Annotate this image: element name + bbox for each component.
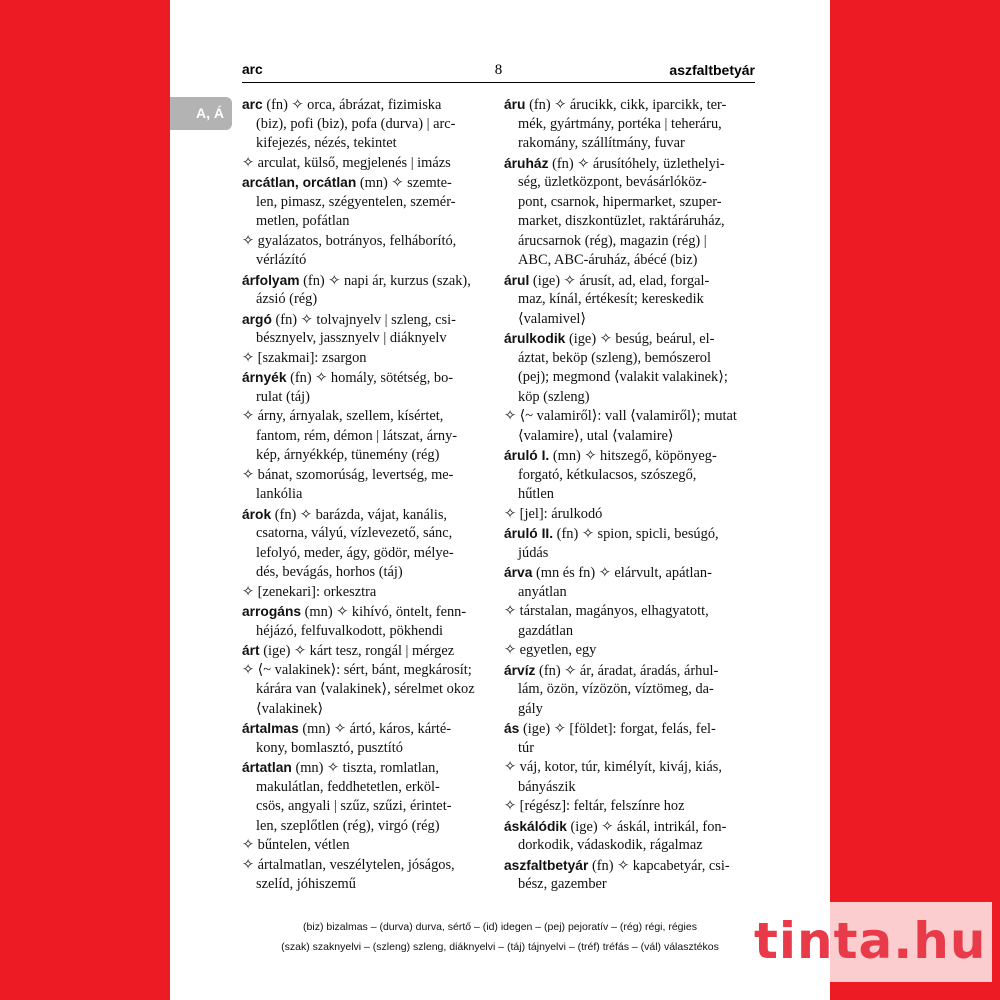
headword: ártatlan [242, 760, 292, 775]
dictionary-line: kony, bomlasztó, pusztító [256, 739, 403, 756]
headword: arcátlan, orcátlan [242, 175, 357, 190]
dictionary-line: ✧ árny, árnyalak, szellem, kísértet, [242, 408, 444, 424]
logo-text: tinta.hu [754, 912, 987, 970]
letter-tab[interactable]: A, Á [170, 97, 232, 130]
page-header [242, 58, 755, 82]
dictionary-line: árvíz (fn) ✧ ár, áradat, áradás, árhul- [504, 662, 719, 679]
headword: ás [504, 721, 520, 736]
page-number: 8 [494, 62, 503, 78]
dictionary-line: rakomány, szállítmány, fuvar [518, 135, 685, 151]
dictionary-line: árul (ige) ✧ árusít, ad, elad, forgal- [504, 272, 710, 289]
dictionary-line: ✧ gyalázatos, botrányos, felháborító, [242, 232, 457, 249]
dictionary-line: anyátlan [518, 583, 567, 600]
headword: árok [242, 506, 272, 522]
headword: árnyék [242, 370, 287, 385]
dictionary-line: ✧ egyetlen, egy [504, 642, 597, 658]
dictionary-line: len, szeplőtlen (rég), virgó (rég) [256, 817, 440, 834]
headword: árul [504, 272, 530, 288]
dictionary-line: ✧ arculat, külső, megjelenés | imázs [242, 154, 451, 171]
dictionary-line: árfolyam (fn) ✧ napi ár, kurzus (szak), [242, 272, 471, 289]
dictionary-line: ✧ váj, kotor, túr, kimélyít, kiváj, kiás, [504, 759, 722, 775]
dictionary-line: árucsarnok (rég), magazin (rég) | [518, 232, 707, 249]
header-rule [242, 82, 755, 83]
dictionary-line: argó (fn) ✧ tolvajnyelv | szleng, csi- [242, 311, 456, 328]
dictionary-line: lám, özön, vízözön, víztömeg, da- [518, 681, 714, 697]
headword: áruház [504, 155, 549, 171]
footer-line-2: (szak) szaknyelvi – (szleng) szleng, diáknyelvi – (táj) tájnyelvi – (tréf) tréfás – (vál) választékos [281, 941, 719, 953]
dictionary-line: ✧ társtalan, magányos, elhagyatott, [504, 603, 709, 619]
dictionary-line: pont, csarnok, hipermarket, szuper- [518, 193, 722, 210]
dictionary-line: árt (ige) ✧ kárt tesz, rongál | mérgez [242, 643, 455, 659]
dictionary-line: áruház (fn) ✧ árusítóhely, üzlethelyi- [504, 155, 725, 172]
headword: árt [242, 643, 260, 658]
dictionary-line: (biz), pofi (biz), pofa (durva) | arc- [256, 115, 456, 132]
dictionary-line: ABC, ABC-áruház, ábécé (biz) [518, 252, 698, 268]
headword: árva [504, 565, 533, 580]
dictionary-line: bész, gazember [518, 876, 607, 892]
dictionary-line: rulat (táj) [256, 388, 310, 405]
headword: arc [242, 97, 263, 112]
right-column [504, 95, 756, 895]
dictionary-line: ✧ [szakmai]: zsargon [242, 349, 367, 366]
dictionary-line: ázsió (rég) [256, 291, 318, 307]
dictionary-line: ✧ bánat, szomorúság, levertség, me- [242, 466, 454, 483]
headword: ártalmas [242, 721, 299, 736]
dictionary-line: áruló I. (mn) ✧ hitszegő, köpönyeg- [504, 448, 717, 464]
left-column [242, 95, 482, 895]
dictionary-line: héjázó, felfuvalkodott, pökhendi [256, 622, 444, 639]
dictionary-line: maz, kínál, értékesít; kereskedik [518, 291, 704, 307]
dictionary-line: ✧ ártalmatlan, veszélytelen, jóságos, [242, 856, 455, 873]
headword: argó [242, 311, 272, 327]
headword: áru [504, 97, 526, 112]
dictionary-line: hűtlen [518, 486, 554, 502]
dictionary-line: árulkodik (ige) ✧ besúg, beárul, el- [504, 331, 715, 347]
dictionary-line: ✧ [jel]: árulkodó [504, 505, 603, 522]
headword: árulkodik [504, 331, 566, 346]
dictionary-line: árva (mn és fn) ✧ elárvult, apátlan- [504, 565, 712, 581]
dictionary-line: ✧ bűntelen, vétlen [242, 837, 350, 853]
dictionary-line: gazdátlan [518, 622, 574, 639]
footer-line-1: (biz) bizalmas – (durva) durva, sértő – (id) idegen – (pej) pejoratív – (rég) régi, régies [303, 921, 697, 933]
headword: arrogáns [242, 604, 302, 619]
dictionary-line: fantom, rém, démon | látszat, árny- [256, 427, 458, 444]
dictionary-line: ártatlan (mn) ✧ tiszta, romlatlan, [242, 760, 439, 776]
headword: árvíz [504, 662, 536, 678]
header-left-word: arc [242, 62, 263, 77]
dictionary-line: bányászik [518, 778, 576, 795]
dictionary-line: túr [518, 739, 534, 756]
dictionary-line: kárára van ⟨valakinek⟩, sérelmet okoz [256, 681, 475, 697]
dictionary-line: ártalmas (mn) ✧ ártó, káros, kárté- [242, 721, 452, 737]
dictionary-line: lefolyó, meder, ágy, gödör, mélye- [256, 544, 454, 561]
dictionary-line: market, diszkontüzlet, raktáráruház, [518, 213, 725, 229]
dictionary-line: vérlázító [256, 252, 307, 268]
dictionary-line: csös, angyali | szűz, szűzi, érintet- [256, 798, 452, 814]
headword: áruló II. [504, 526, 554, 541]
dictionary-line: áruló II. (fn) ✧ spion, spicli, besúgó, [504, 526, 719, 542]
dictionary-line: dés, bevágás, horhos (táj) [256, 564, 403, 580]
dictionary-line: kép, árnyékkép, tünemény (rég) [256, 447, 440, 463]
dictionary-line: áru (fn) ✧ árucikk, cikk, iparcikk, ter- [504, 97, 727, 113]
dictionary-line: ⟨valamire⟩, utal ⟨valamire⟩ [518, 427, 674, 444]
dictionary-line: gály [518, 700, 543, 717]
dictionary-line: aszfaltbetyár (fn) ✧ kapcabetyár, csi- [504, 857, 730, 874]
dictionary-line: len, pimasz, szégyentelen, szemér- [256, 193, 456, 210]
dictionary-line: ✧ ⟨~ valakinek⟩: sért, bánt, megkárosít; [242, 661, 472, 678]
dictionary-line: csatorna, vályú, vízlevezető, sánc, [256, 525, 453, 541]
dictionary-line: forgató, kétkulacsos, szószegő, [518, 466, 697, 483]
dictionary-line: mék, gyártmány, portéka | teheráru, [518, 115, 722, 132]
tinta-logo[interactable] [740, 902, 992, 982]
dictionary-line: ség, üzletközpont, bevásárlóköz- [518, 174, 707, 190]
dictionary-line: ás (ige) ✧ [földet]: forgat, felás, fel- [504, 721, 716, 737]
dictionary-line: bésznyelv, jassznyelv | diáknyelv [256, 330, 447, 346]
dictionary-line: áskálódik (ige) ✧ áskál, intrikál, fon- [504, 818, 727, 835]
dictionary-line: árnyék (fn) ✧ homály, sötétség, bo- [242, 370, 454, 386]
headword: aszfaltbetyár [504, 857, 589, 873]
dictionary-line: szelíd, jóhiszemű [256, 876, 356, 892]
dictionary-line: ⟨valakinek⟩ [256, 700, 324, 717]
dictionary-line: arcátlan, orcátlan (mn) ✧ szemte- [242, 175, 452, 191]
dictionary-line: arc (fn) ✧ orca, ábrázat, fizimiska [242, 97, 442, 113]
header-right-word: aszfaltbetyár [669, 62, 755, 78]
dictionary-line: ✧ [zenekari]: orkesztra [242, 583, 377, 600]
dictionary-line: metlen, pofátlan [256, 213, 350, 229]
headword: árfolyam [242, 272, 300, 288]
dictionary-line: arrogáns (mn) ✧ kihívó, öntelt, fenn- [242, 604, 467, 620]
headword: áskálódik [504, 818, 567, 834]
dictionary-line: árok (fn) ✧ barázda, vájat, kanális, [242, 506, 448, 523]
dictionary-line: lankólia [256, 486, 303, 502]
dictionary-line: júdás [518, 544, 549, 561]
dictionary-line: ✧ ⟨~ valamiről⟩: vall ⟨valamiről⟩; mutat [504, 408, 737, 424]
dictionary-page [170, 0, 830, 1000]
dictionary-line: ✧ [régész]: feltár, felszínre hoz [504, 798, 685, 814]
dictionary-line: áztat, beköp (szleng), bemószerol [518, 349, 711, 366]
dictionary-line: köp (szleng) [518, 388, 590, 405]
dictionary-line: kifejezés, nézés, tekintet [256, 135, 397, 151]
dictionary-line: dorkodik, vádaskodik, rágalmaz [518, 837, 703, 853]
abbreviation-footer [210, 917, 790, 957]
dictionary-line: (pej); megmond ⟨valakit valakinek⟩; [518, 369, 728, 385]
headword: áruló I. [504, 448, 550, 463]
dictionary-line: ⟨valamivel⟩ [518, 310, 586, 327]
dictionary-line: makulátlan, feddhetetlen, erköl- [256, 778, 440, 795]
